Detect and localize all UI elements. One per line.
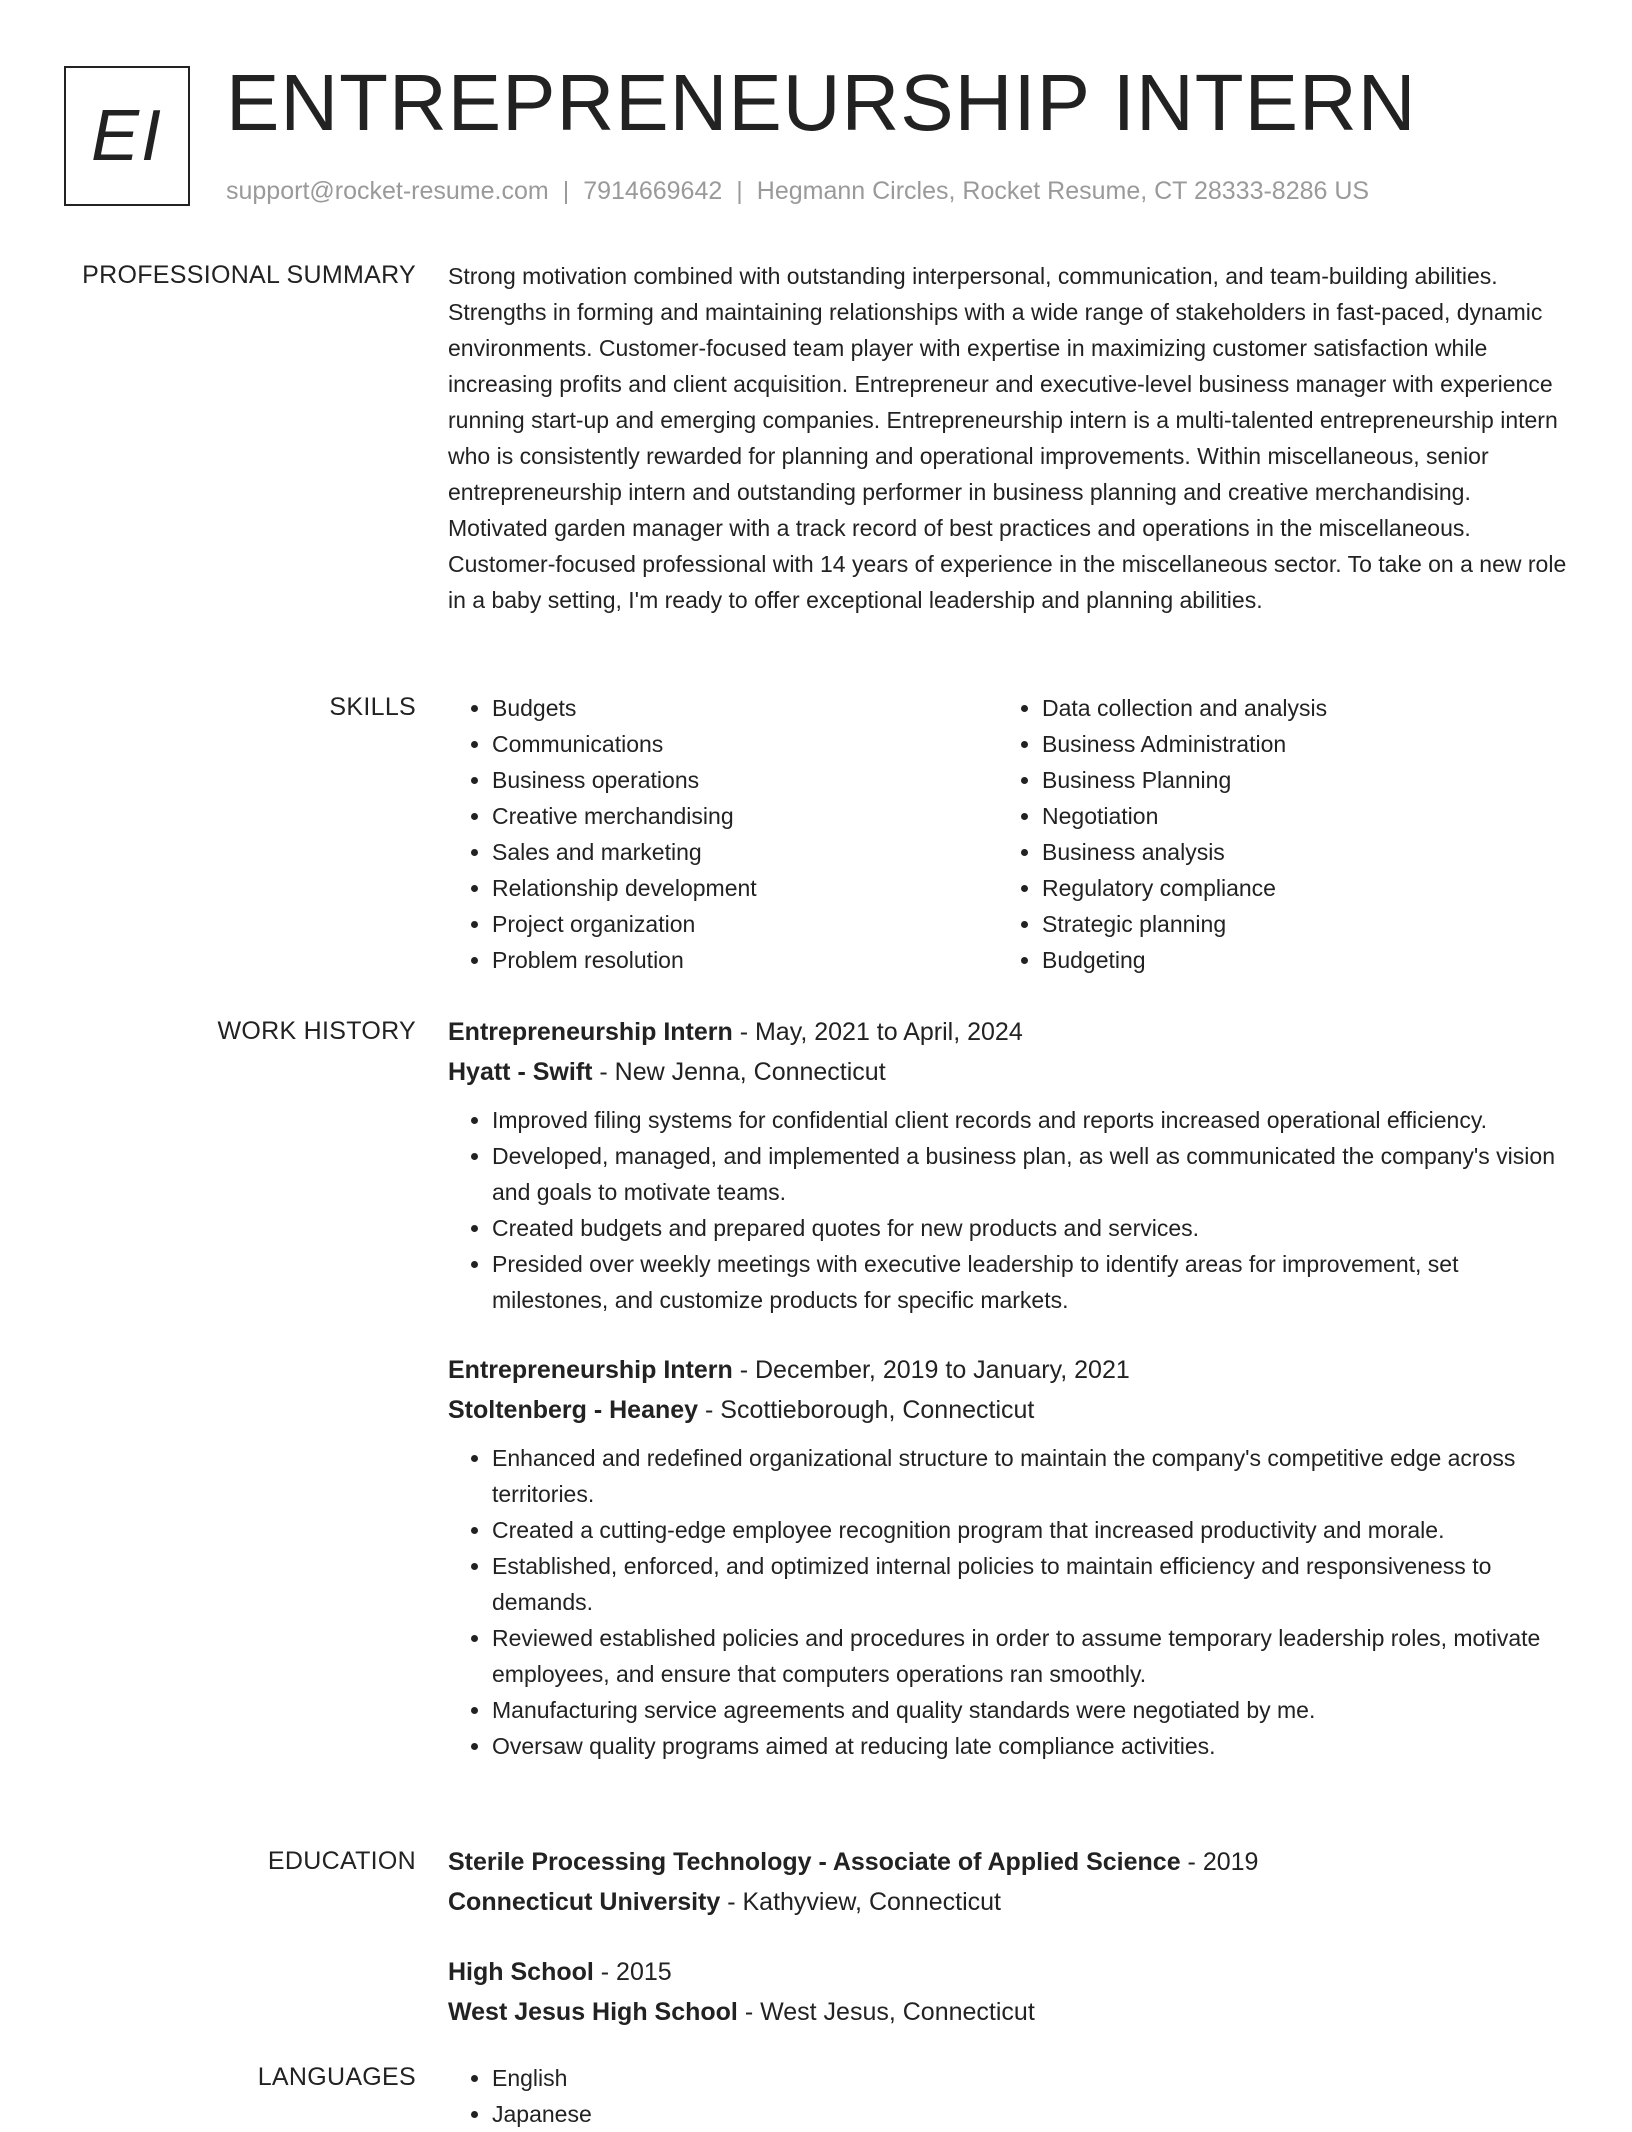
languages-body	[448, 2060, 1568, 2132]
job-bullet: • Developed, managed, and implemented a business plan, as well as communicated the company's vision and goals to motivate teams.	[492, 1138, 1568, 1210]
job-title-line	[448, 1350, 1568, 1390]
education-degree-line	[448, 1842, 1568, 1882]
job-title: Entrepreneurship Intern	[448, 1356, 733, 1384]
skill-item: • Negotiation	[1042, 798, 1562, 834]
skill-item: • Business analysis	[1042, 834, 1562, 870]
education-year: - 2015	[593, 1958, 672, 1986]
job-bullets	[448, 1102, 1568, 1318]
education-location: - West Jesus, Connecticut	[737, 1998, 1035, 2026]
contact-line	[226, 174, 1369, 208]
job-dates: - December, 2019 to January, 2021	[732, 1356, 1130, 1384]
education-degree-line	[448, 1952, 1568, 1992]
skill-item: • Business Planning	[1042, 762, 1562, 798]
job-bullet: • Oversaw quality programs aimed at reducing late compliance activities.	[492, 1728, 1568, 1764]
education-school: West Jesus High School	[448, 1998, 738, 2026]
summary-body	[448, 258, 1568, 618]
education-school-line	[448, 1882, 1568, 1922]
job-company: Stoltenberg - Heaney	[448, 1396, 699, 1424]
section-label-education: EDUCATION	[267, 1847, 416, 1875]
monogram: EI	[64, 66, 190, 206]
skill-item: • Business operations	[492, 762, 992, 798]
job-bullets	[448, 1440, 1568, 1764]
skill-item: • Creative merchandising	[492, 798, 992, 834]
job-location: - Scottieborough, Connecticut	[698, 1396, 1035, 1424]
job-entry	[448, 1350, 1568, 1764]
job-bullet: • Presided over weekly meetings with executive leadership to identify areas for improvement, set milestones, and customize products for specific markets.	[492, 1246, 1568, 1318]
job-title-line	[448, 1012, 1568, 1052]
section-label-languages: LANGUAGES	[257, 2063, 416, 2091]
skill-item: • Regulatory compliance	[1042, 870, 1562, 906]
job-bullet: • Reviewed established policies and procedures in order to assume temporary leadership roles, motivate employees, and ensure that computers operations ran smoothly.	[492, 1620, 1568, 1692]
section-label-summary: PROFESSIONAL SUMMARY	[82, 261, 416, 289]
education-entry	[448, 1842, 1568, 1922]
job-bullet: • Enhanced and redefined organizational structure to maintain the company's competitive edge across territories.	[492, 1440, 1568, 1512]
contact-phone[interactable]: 7914669642	[583, 177, 723, 205]
skills-list-left	[448, 690, 992, 978]
skill-item: • Budgeting	[1042, 942, 1562, 978]
skill-item: • Sales and marketing	[492, 834, 992, 870]
language-item: • English	[492, 2060, 1568, 2096]
job-title: Entrepreneurship Intern	[448, 1018, 733, 1046]
job-bullet: • Created budgets and prepared quotes for new products and services.	[492, 1210, 1568, 1246]
languages-list	[448, 2060, 1568, 2132]
job-company: Hyatt - Swift	[448, 1058, 593, 1086]
job-bullet: • Created a cutting-edge employee recognition program that increased productivity and morale.	[492, 1512, 1568, 1548]
skills-list-right	[998, 690, 1562, 978]
education-school-line	[448, 1992, 1568, 2032]
skill-item: • Project organization	[492, 906, 992, 942]
job-bullet: • Improved filing systems for confidential client records and reports increased operational efficiency.	[492, 1102, 1568, 1138]
section-label-skills: SKILLS	[329, 693, 416, 721]
work-history-body	[448, 1012, 1568, 1764]
job-location: - New Jenna, Connecticut	[592, 1058, 886, 1086]
contact-address: Hegmann Circles, Rocket Resume, CT 28333-8286 US	[756, 177, 1370, 205]
skill-item: • Problem resolution	[492, 942, 992, 978]
skill-item: • Data collection and analysis	[1042, 690, 1562, 726]
section-label-work-history: WORK HISTORY	[217, 1017, 416, 1045]
job-dates: - May, 2021 to April, 2024	[732, 1018, 1023, 1046]
language-item: • Japanese	[492, 2096, 1568, 2132]
skill-item: • Communications	[492, 726, 992, 762]
skill-item: • Strategic planning	[1042, 906, 1562, 942]
job-company-line	[448, 1052, 1568, 1092]
job-bullet: • Established, enforced, and optimized internal policies to maintain efficiency and responsiveness to demands.	[492, 1548, 1568, 1620]
summary-text: Strong motivation combined with outstanding interpersonal, communication, and team-building abilities. Strengths in forming and maintaining relationships with a wide range of stakeholders in fast-paced, dynamic environments. Customer-focused team player with expertise in maximizing customer satisfaction while increasing profits and client acquisition. Entrepreneur and executive-level business manager with experience running start-up and emerging companies. Entrepreneurship intern is a multi-talented entrepreneurship intern who is consistently rewarded for planning and operational improvements. Within miscellaneous, senior entrepreneurship intern and outstanding performer in business planning and creative merchandising. Motivated garden manager with a track record of best practices and operations in the miscellaneous. Customer-focused professional with 14 years of experience in the miscellaneous sector. To take on a new role in a baby setting, I'm ready to offer exceptional leadership and planning abilities.	[448, 263, 1567, 613]
education-entry	[448, 1952, 1568, 2032]
education-body	[448, 1842, 1568, 2032]
candidate-name: ENTREPRENEURSHIP INTERN	[226, 58, 1417, 147]
contact-email[interactable]: support@rocket-resume.com	[226, 177, 549, 205]
contact-separator: |	[562, 177, 570, 205]
skill-item: • Budgets	[492, 690, 992, 726]
education-degree: Sterile Processing Technology - Associate of Applied Science	[448, 1848, 1181, 1876]
job-bullet: • Manufacturing service agreements and quality standards were negotiated by me.	[492, 1692, 1568, 1728]
education-school: Connecticut University	[448, 1888, 721, 1916]
contact-separator: |	[736, 177, 743, 205]
skill-item: • Business Administration	[1042, 726, 1562, 762]
education-degree: High School	[448, 1958, 594, 1986]
skill-item: • Relationship development	[492, 870, 992, 906]
education-year: - 2019	[1180, 1848, 1259, 1876]
education-location: - Kathyview, Connecticut	[720, 1888, 1001, 1916]
job-entry	[448, 1012, 1568, 1318]
job-company-line	[448, 1390, 1568, 1430]
